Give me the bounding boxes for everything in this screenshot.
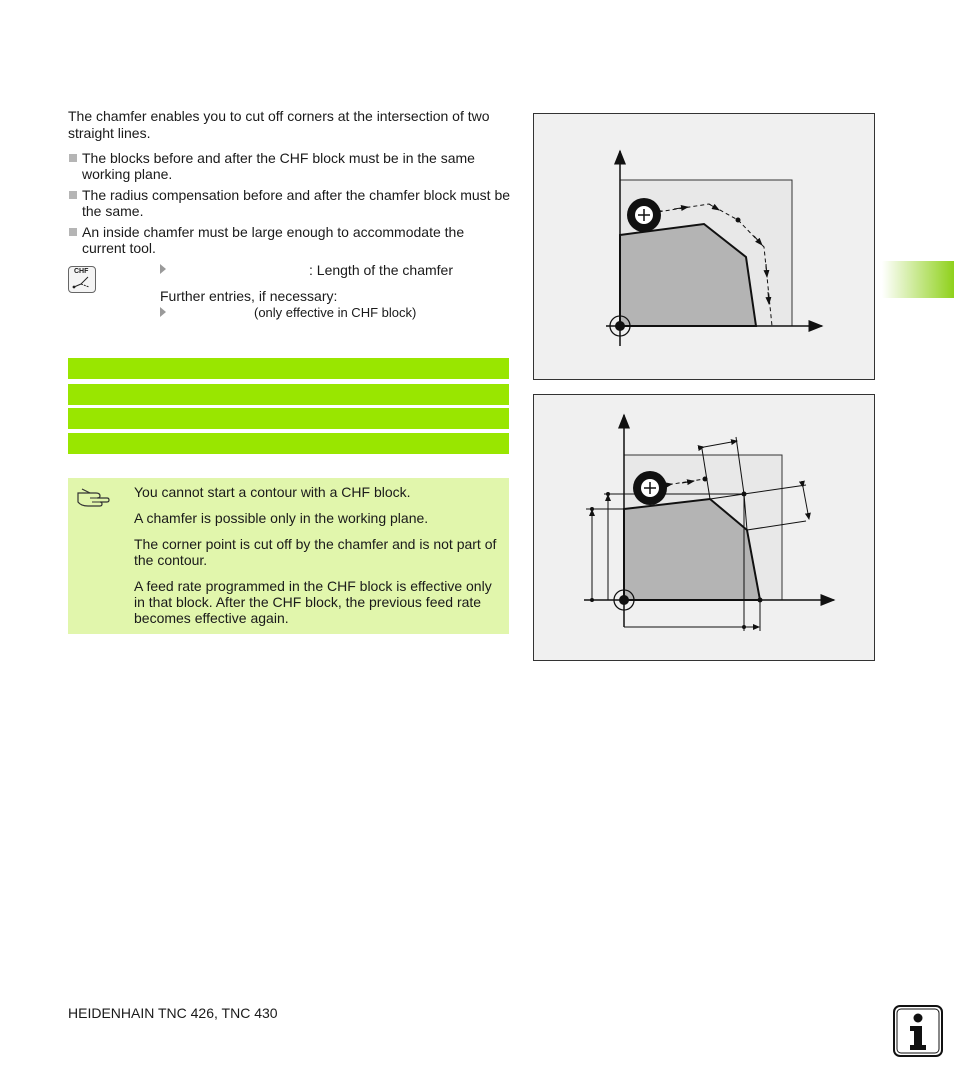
bullet-square-icon <box>69 154 77 162</box>
bullet-list <box>68 150 510 261</box>
green-bar <box>68 358 509 379</box>
note-text: A chamfer is possible only in the working plane. <box>134 510 429 526</box>
chamfer-figure-2 <box>533 394 875 661</box>
note-text: The corner point is cut off by the chamfer and is not part of the contour. <box>134 536 497 568</box>
notes <box>134 484 502 636</box>
note-text: A feed rate programmed in the CHF block is effective only in that block. After the CHF block, the previous feed rate becomes effective again. <box>134 578 492 626</box>
list-item: An inside chamfer must be large enough to accommodate the current tool. <box>68 224 510 256</box>
bullet-square-icon <box>69 228 77 236</box>
note-text: You cannot start a contour with a CHF block. <box>134 484 411 500</box>
bullet-square-icon <box>69 191 77 199</box>
arrow-marker-icon <box>160 307 166 317</box>
green-bar <box>68 384 509 405</box>
arrow-marker-icon <box>160 264 166 274</box>
chamfer-figure-1 <box>533 113 875 380</box>
footer-text: HEIDENHAIN TNC 426, TNC 430 <box>68 1005 278 1021</box>
intro-paragraph: The chamfer enables you to cut off corners at the intersection of two straight lines. <box>68 108 490 141</box>
pointing-hand-icon <box>76 484 110 510</box>
info-icon[interactable] <box>893 1005 943 1057</box>
chapter-tab <box>882 261 954 298</box>
further-entries-text: Further entries, if necessary: <box>160 288 338 304</box>
list-item: The radius compensation before and after the chamfer block must be the same. <box>68 187 510 219</box>
green-bar <box>68 408 509 429</box>
milling-cutter-icon <box>633 471 667 505</box>
milling-cutter-icon <box>627 198 661 232</box>
chamfer-length-text: : Length of the chamfer <box>309 262 453 278</box>
green-bar <box>68 433 509 454</box>
list-item: The blocks before and after the CHF block must be in the same working plane. <box>68 150 510 182</box>
chf-symbol-icon <box>69 267 95 292</box>
chf-key-icon[interactable]: CHF <box>68 266 96 293</box>
feed-note-text: (only effective in CHF block) <box>254 305 417 320</box>
